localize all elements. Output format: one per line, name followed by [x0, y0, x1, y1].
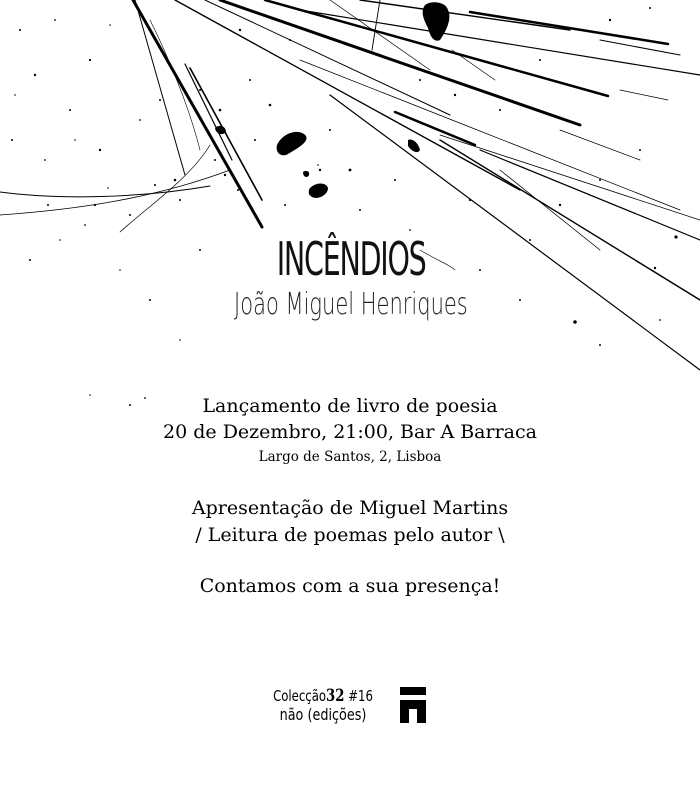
event-date-venue: 20 de Dezembro, 21:00, Bar A Barraca	[163, 421, 537, 443]
reading-line: / Leitura de poemas pelo autor \	[195, 524, 505, 546]
invite-line: Contamos com a sua presença!	[199, 575, 501, 597]
collection-number: 32	[326, 686, 345, 706]
event-program	[0, 495, 700, 549]
footer	[0, 686, 700, 730]
collection-info	[258, 686, 388, 724]
event-type: Lançamento de livro de poesia	[202, 395, 498, 417]
nao-edicoes-logo-icon	[400, 687, 426, 723]
presentation-line: Apresentação de Miguel Martins	[191, 497, 509, 519]
book-author: João Miguel Henriques	[234, 287, 468, 322]
collection-label: Colecção	[273, 687, 327, 705]
publisher-name: não (edições)	[279, 705, 367, 724]
collection-line	[272, 686, 373, 706]
event-address: Largo de Santos, 2, Lisboa	[258, 449, 442, 465]
invitation	[0, 573, 700, 600]
event-details	[0, 393, 700, 469]
book-title: INCÊNDIOS	[276, 232, 426, 286]
issue-number: #16	[348, 687, 373, 705]
